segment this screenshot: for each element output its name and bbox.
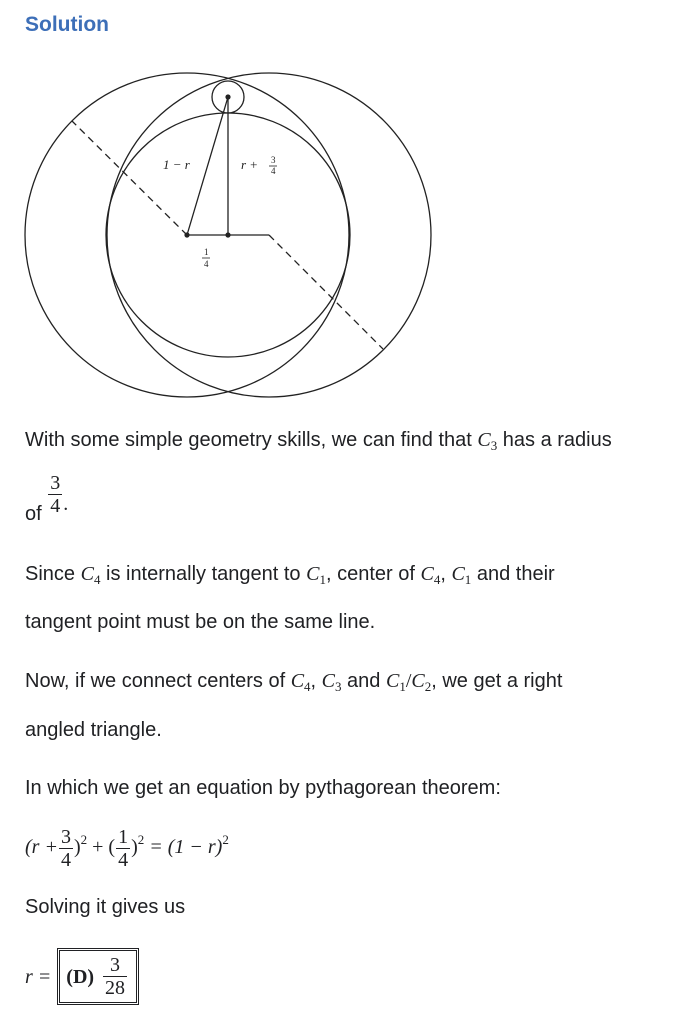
p1-period: . — [63, 492, 69, 515]
dashed-line-left — [72, 121, 187, 235]
label-r-plus-frac-den: 4 — [271, 166, 276, 176]
c3-symbol: C — [477, 429, 491, 451]
center-point-c1 — [184, 232, 189, 237]
label-r-plus-frac-num: 3 — [271, 155, 276, 165]
c3-subscript: 3 — [490, 438, 498, 453]
paragraph-c3-radius — [25, 428, 612, 454]
paragraph-solving: Solving it gives us — [25, 896, 186, 918]
c1-symbol: C — [306, 563, 320, 585]
eq-open-1: (r + — [25, 836, 58, 858]
answer-box — [57, 948, 139, 1005]
p1-text-c: of — [25, 502, 48, 525]
answer-choice-label: (D) — [66, 965, 95, 988]
paragraph-c4-tangent-line2: tangent point must be on the same line. — [25, 611, 376, 633]
answer-fraction: $\frac{3}{28}$ — [105, 954, 126, 999]
label-quarter-den: 4 — [204, 259, 209, 269]
paragraph-pythagorean: In which we get an equation by pythagorean theorem: — [25, 777, 501, 799]
paragraph-c3-radius-line2 — [25, 472, 69, 525]
label-quarter-num: 1 — [204, 247, 209, 257]
pythagorean-equation: (r + $\frac{3}{4}$ )$^2$ + ( $\frac{1}{4}$ )$^2 = (1 - r)^2$ — [25, 825, 229, 871]
center-point-c3 — [225, 232, 230, 237]
eq-fraction-1-4: $\frac{1}{4}$ — [118, 825, 129, 871]
p1-text-b: has a radius — [497, 429, 612, 451]
eq-fraction-3-4: $\frac{3}{4}$ — [60, 825, 71, 871]
paragraph-right-triangle: Now, if we connect centers of $C_4$, $C_3$ and $C_1/C_2$, we get a right — [25, 670, 563, 694]
final-answer — [25, 948, 139, 1005]
paragraph-c4-tangent: Since $C_4$ is internally tangent to $C_1$, center of $C_4$, $C_1$ and their — [25, 563, 555, 587]
label-r-plus: r + — [241, 157, 259, 172]
c4-symbol: C — [80, 563, 94, 585]
solution-heading: Solution — [25, 13, 109, 36]
center-point-c4 — [225, 94, 230, 99]
label-one-minus-r: 1 − r — [163, 157, 190, 172]
fraction-three-quarters: $\frac{3}{4}$ — [50, 472, 61, 517]
paragraph-right-triangle-line2: angled triangle. — [25, 719, 162, 741]
answer-lhs: r = — [25, 965, 52, 988]
dashed-line-right — [269, 235, 383, 349]
geometry-figure — [0, 70, 460, 400]
p1-text-a: With some simple geometry skills, we can find that — [25, 429, 478, 451]
